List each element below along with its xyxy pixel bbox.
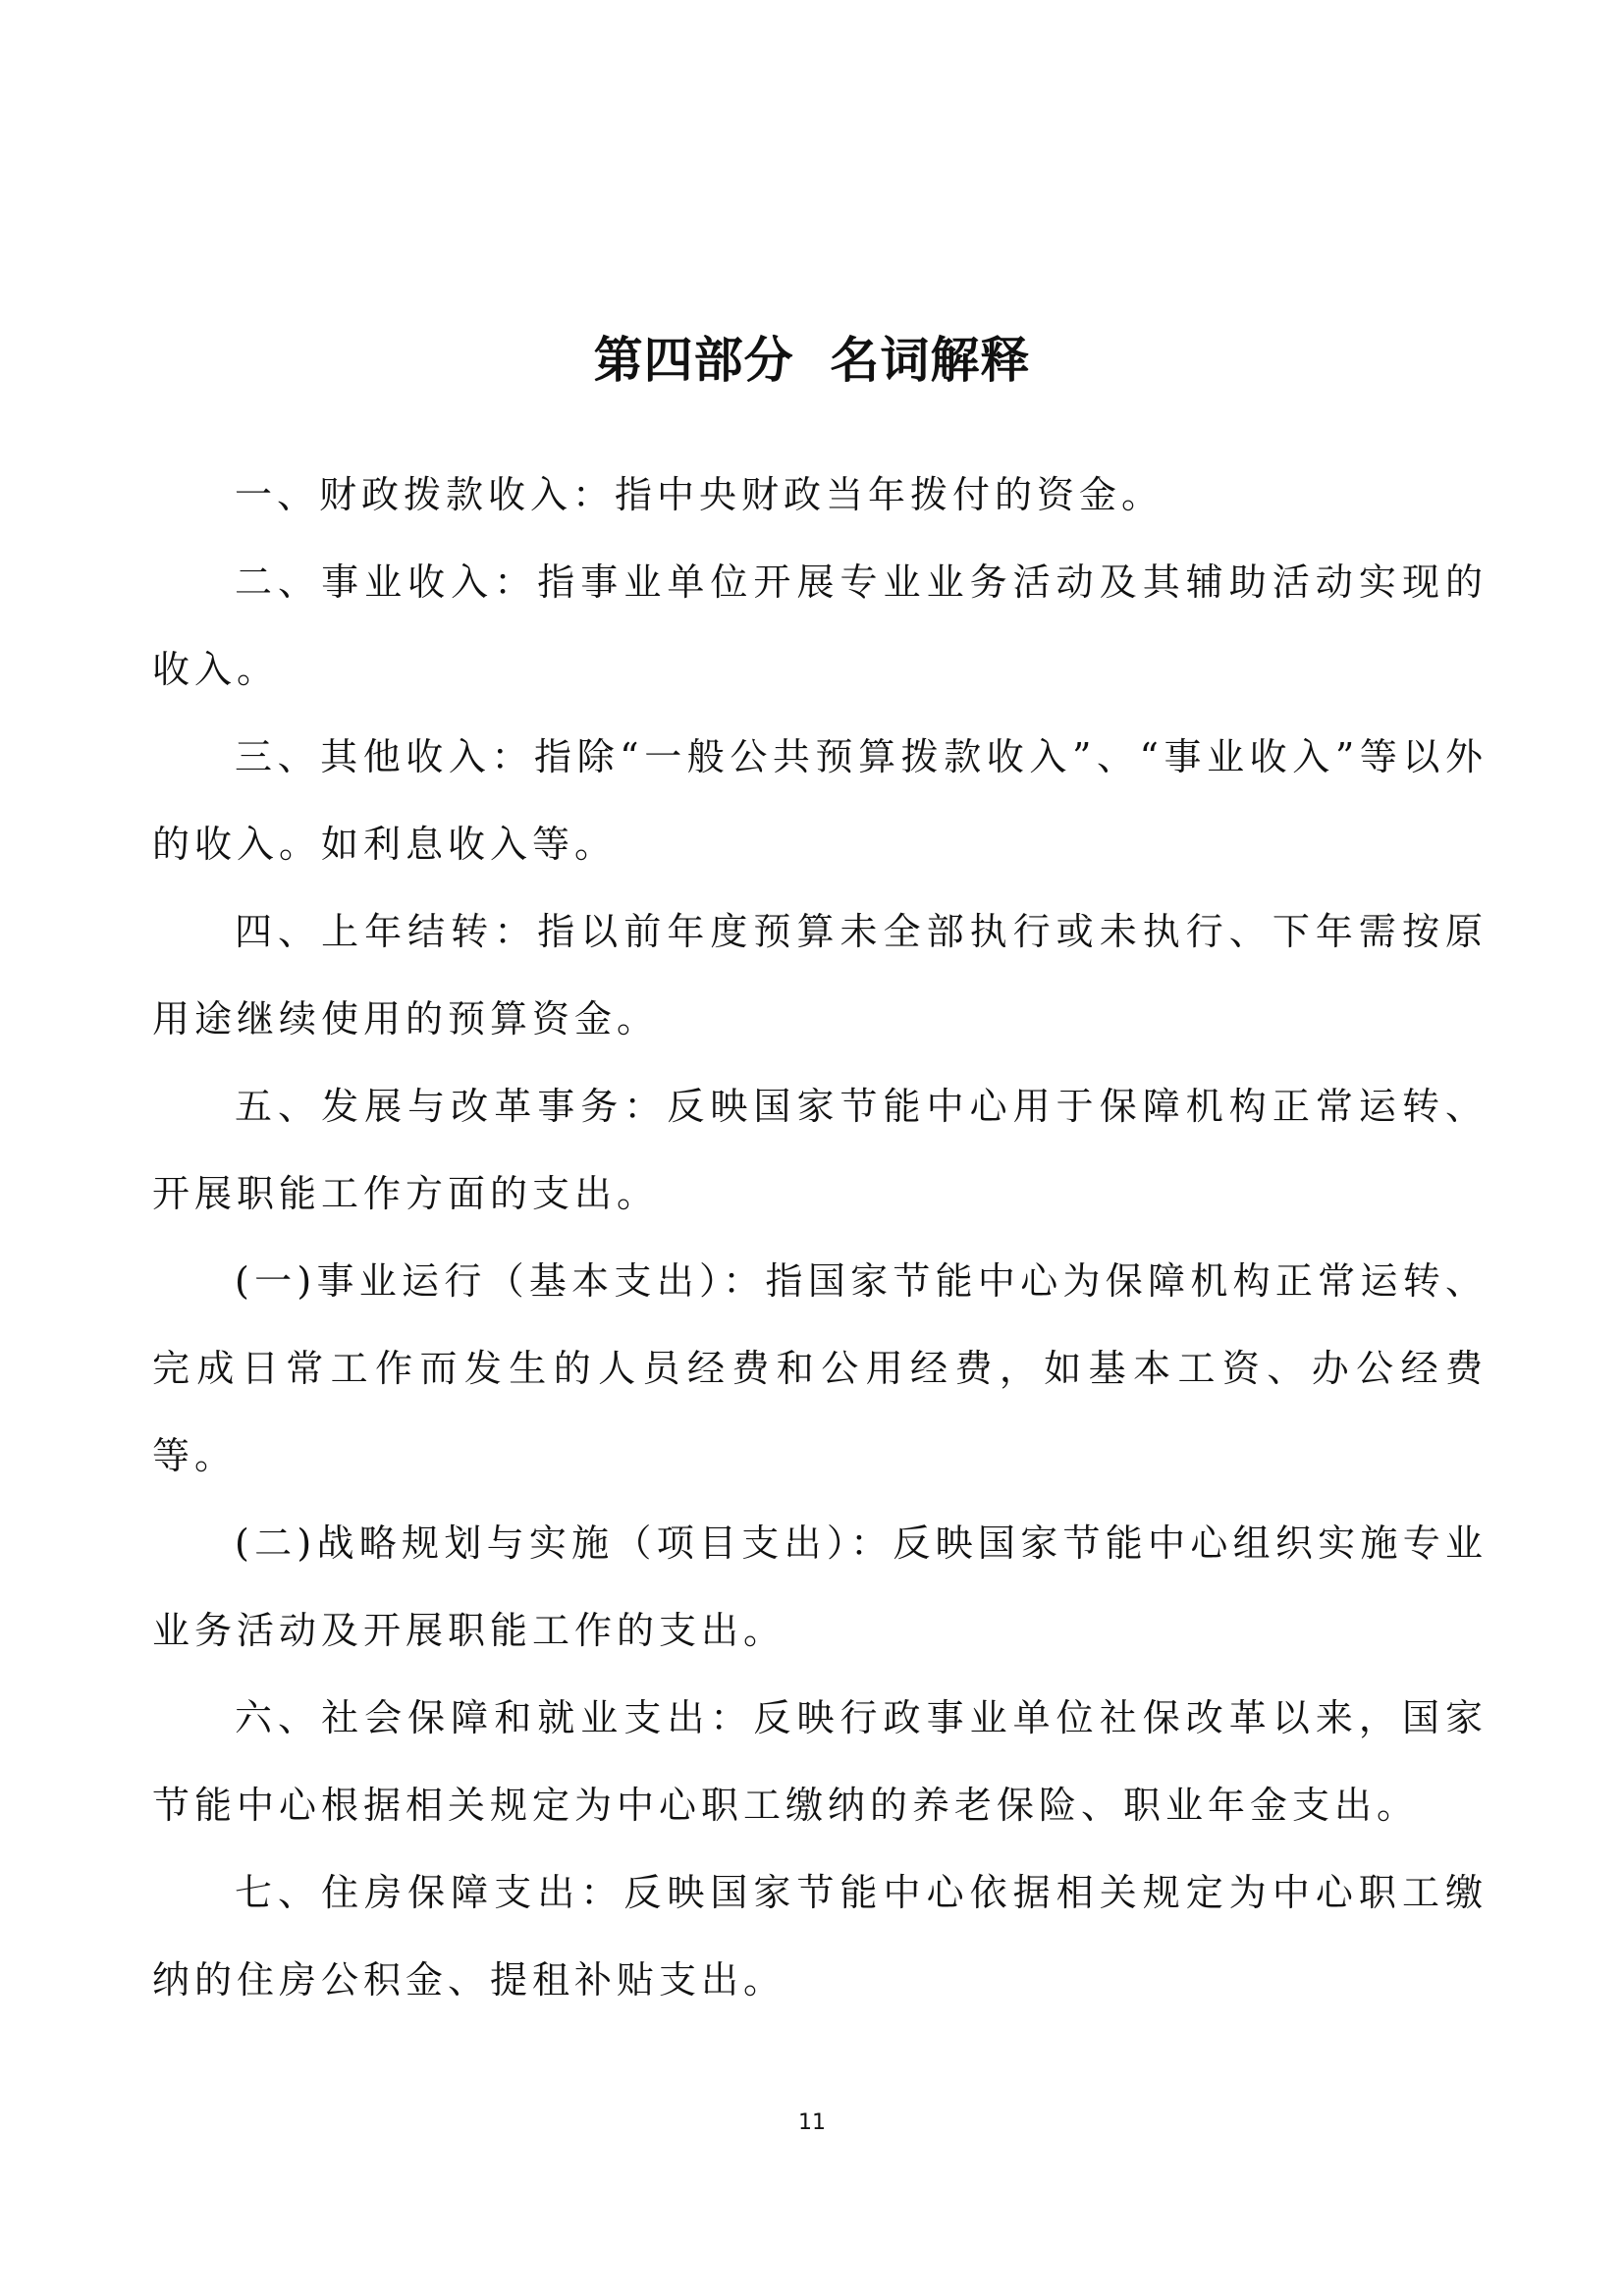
glossary-entry-business-income: 二、事业收入：指事业单位开展专业业务活动及其辅助活动实现的收入。 [152, 561, 1488, 691]
glossary-entry-fiscal-appropriation-income: 一、财政拨款收入：指中央财政当年拨付的资金。 [235, 473, 1164, 516]
glossary-entry-development-reform-affairs: 五、发展与改革事务：反映国家节能中心用于保障机构正常运转、开展职能工作方面的支出。 [152, 1085, 1488, 1215]
glossary-entry-social-security-expenditure: 六、社会保障和就业支出：反映行政事业单位社保改革以来，国家节能中心根据相关规定为中心职工缴纳的养老保险、职业年金支出。 [152, 1696, 1488, 1827]
glossary-subentry-strategic-planning: (二)战略规划与实施（项目支出）：反映国家节能中心组织实施专业业务活动及开展职能工作的支出。 [152, 1522, 1488, 1652]
page-title: 第四部分 名词解释 [593, 331, 1031, 389]
glossary-entry-housing-security-expenditure: 七、住房保障支出：反映国家节能中心依据相关规定为中心职工缴纳的住房公积金、提租补贴支出。 [152, 1871, 1488, 2002]
glossary-entry-prior-year-carryover: 四、上年结转：指以前年度预算未全部执行或未执行、下年需按原用途继续使用的预算资金。 [152, 910, 1488, 1041]
glossary-subentry-business-operation: (一)事业运行（基本支出）：指国家节能中心为保障机构正常运转、完成日常工作而发生的人员经费和公用经费，如基本工资、办公经费等。 [152, 1259, 1488, 1477]
glossary-entry-other-income: 三、其他收入：指除“一般公共预算拨款收入”、“事业收入”等以外的收入。如利息收入等。 [152, 735, 1488, 866]
page-number: 11 [798, 2110, 826, 2135]
glossary-body [152, 452, 1488, 2024]
